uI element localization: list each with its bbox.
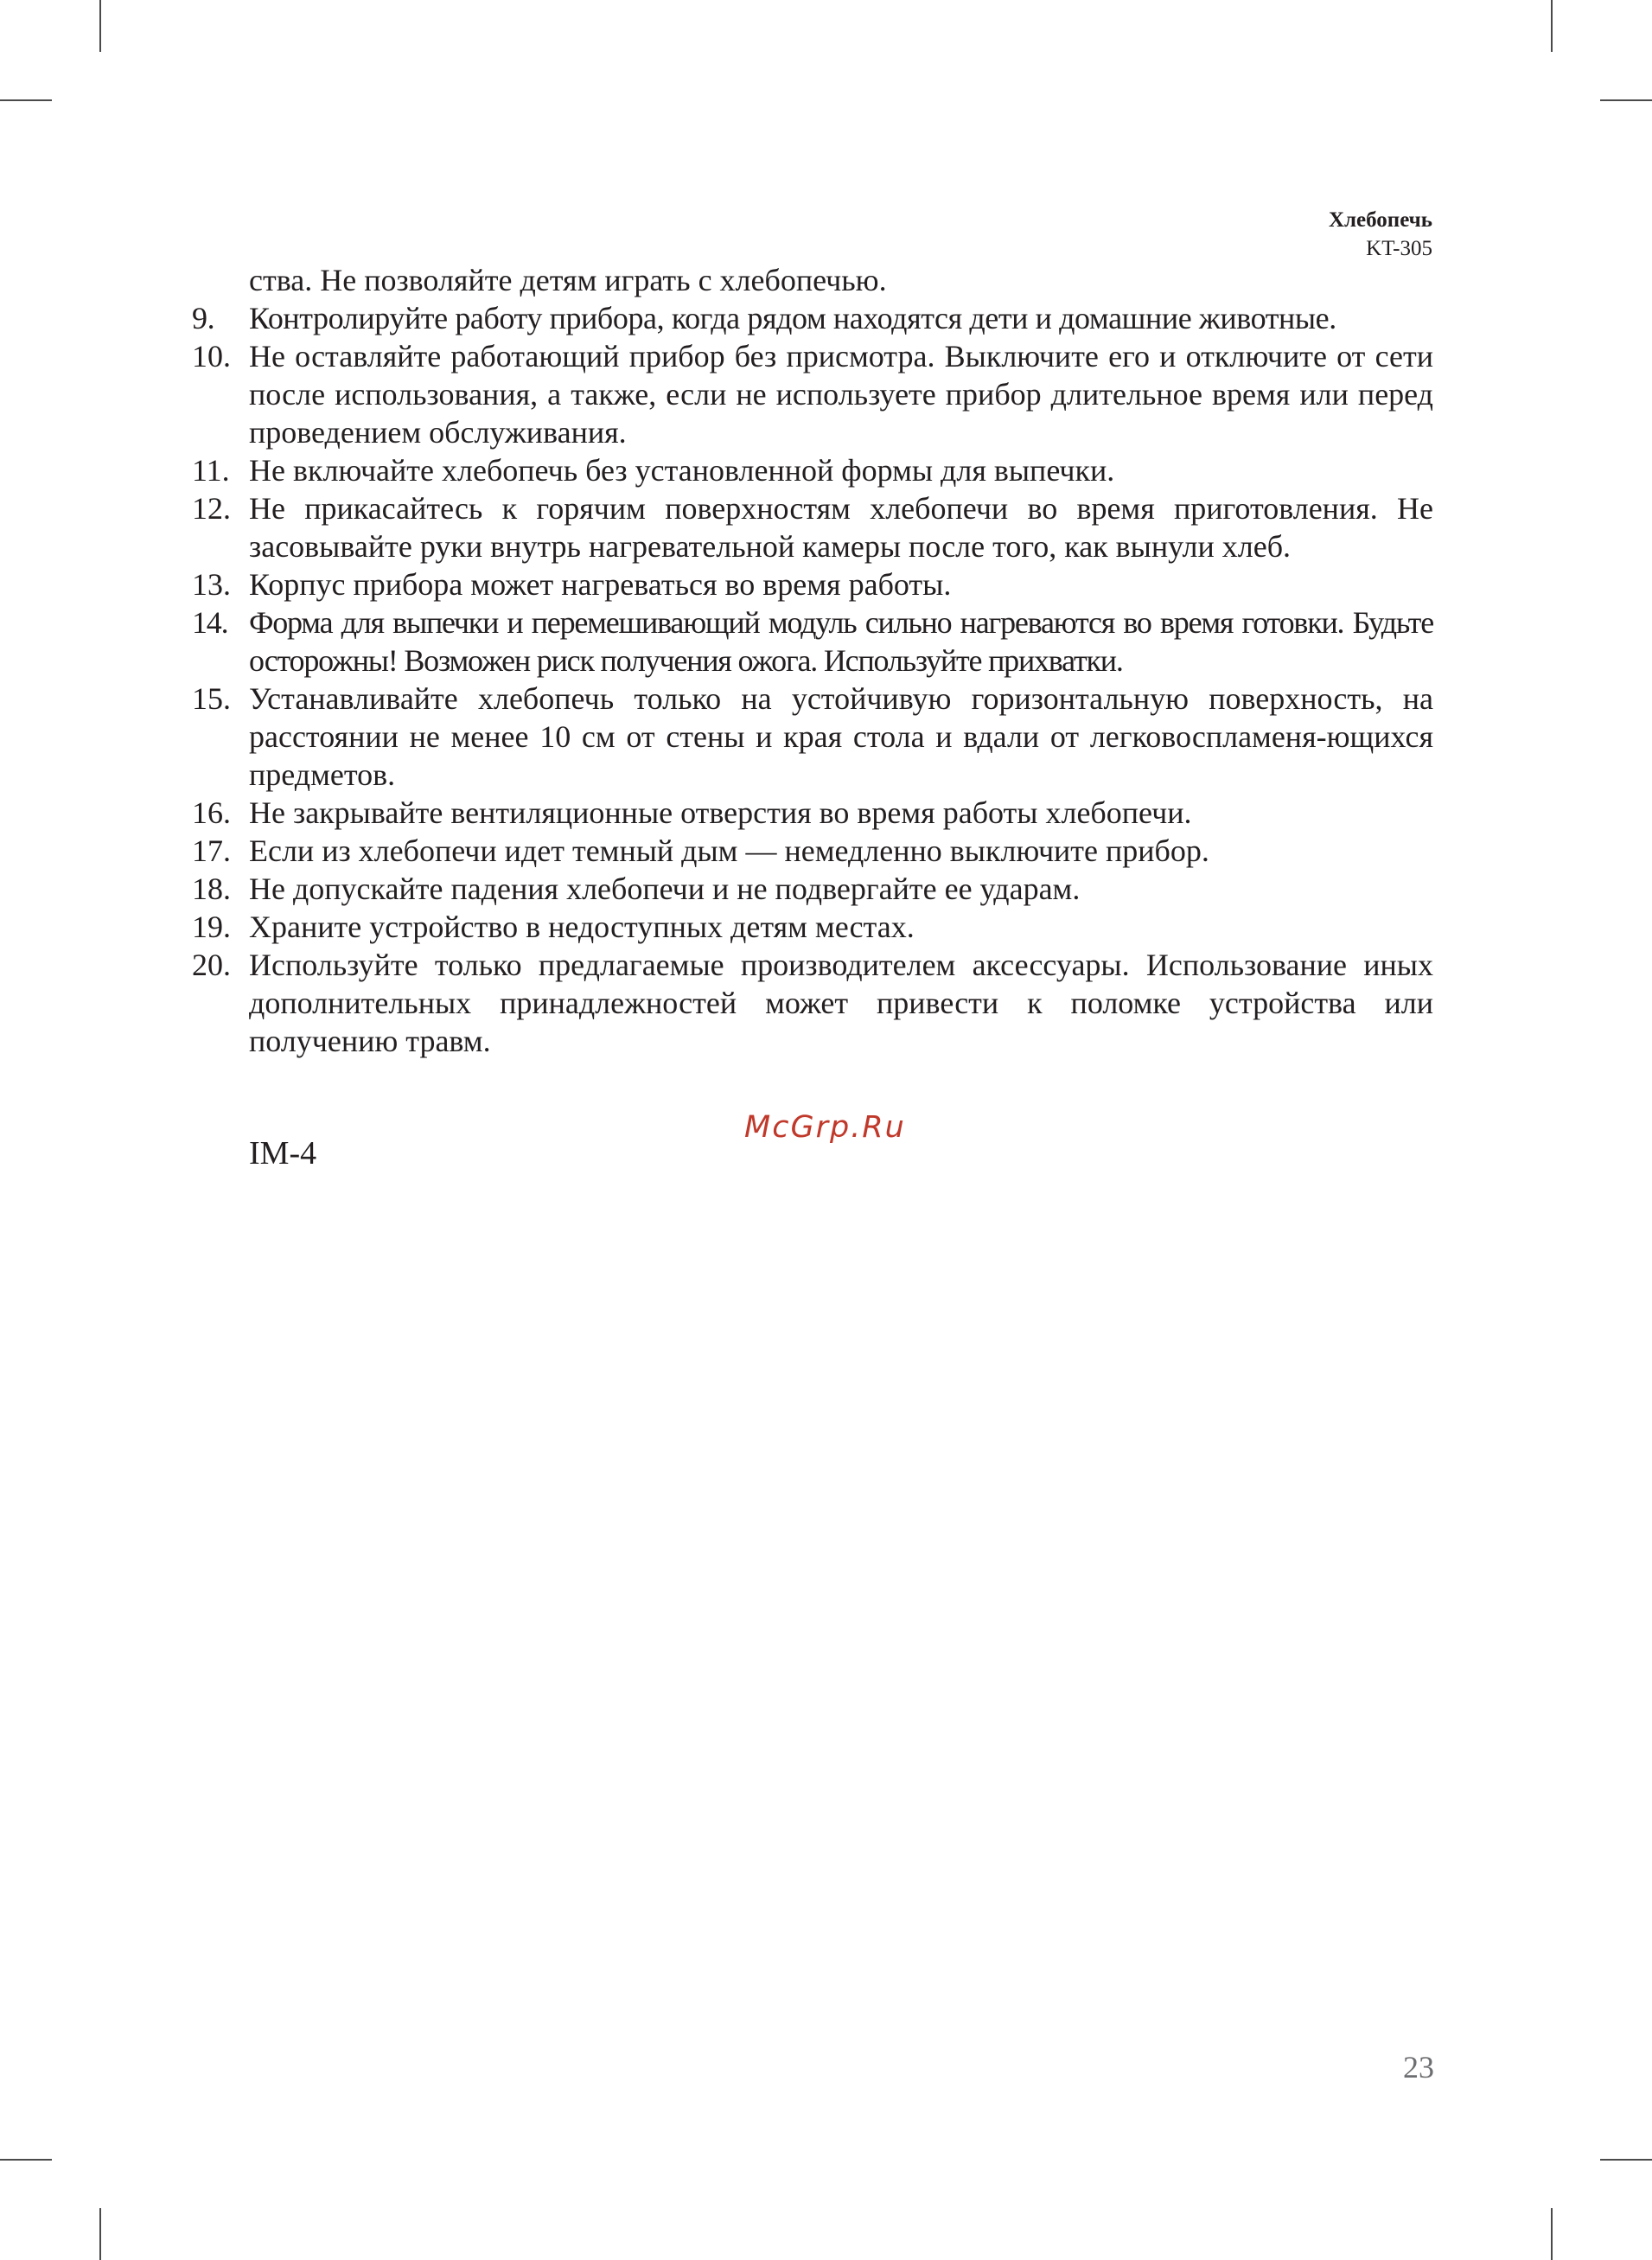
crop-mark-bottom-left-horizontal [0, 2159, 52, 2161]
list-item-text: Не включайте хлебопечь без установленной формы для выпечки. [249, 453, 1115, 488]
list-item-text: Используйте только предлагаемые производителем аксессуары. Использование иных дополнительных принадлежностей может привести к поломке устройства или получению травм. [249, 948, 1433, 1058]
list-item-number: 17. [192, 833, 231, 868]
list-item-number: 20. [192, 948, 231, 982]
list-item-number: 14. [192, 605, 228, 640]
crop-mark-top-left-vertical [99, 0, 101, 52]
list-item-text: Храните устройство в недоступных детям местах. [249, 910, 915, 944]
list-item-number: 9. [192, 301, 215, 335]
running-head-model: KT-305 [1366, 237, 1432, 260]
list-item-text: Не закрывайте вентиляционные отверстия во время работы хлебопечи. [249, 795, 1192, 830]
crop-mark-top-right-horizontal [1600, 99, 1652, 101]
running-head [1329, 206, 1432, 263]
list-item-number: 13. [192, 567, 231, 602]
crop-mark-top-left-horizontal [0, 99, 52, 101]
list-item-number: 11. [192, 453, 230, 488]
list-item [192, 832, 1433, 870]
continuation-text: ства. Не позволяйте детям играть с хлебопечью. [249, 263, 887, 297]
list-item-number: 16. [192, 795, 231, 830]
running-head-title: Хлебопечь [1328, 208, 1432, 232]
list-item [192, 337, 1433, 451]
list-item-text: Корпус прибора может нагреваться во время работы. [249, 567, 952, 602]
document-code: IM-4 [249, 1135, 317, 1171]
list-item-number: 12. [192, 491, 231, 526]
list-item-text: Не оставляйте работающий прибор без присмотра. Выключите его и отключите от сети после использования, а также, если не используете прибор длительное время или перед проведением обслуживания. [249, 339, 1433, 450]
list-item-number: 18. [192, 871, 231, 906]
list-item-text: Устанавливайте хлебопечь только на устойчивую горизонтальную поверхность, на расстоянии не менее 10 см от стены и края стола и вдали от легковоспламеня-ющихся предметов. [249, 681, 1433, 792]
list-item [192, 489, 1433, 565]
list-item [192, 680, 1433, 794]
list-item [192, 565, 1433, 603]
list-item-continuation [192, 261, 1433, 299]
list-item-number: 19. [192, 910, 231, 944]
list-item [192, 603, 1433, 680]
crop-mark-bottom-left-vertical [99, 2208, 101, 2260]
list-item [192, 946, 1433, 1060]
list-item-text: Не допускайте падения хлебопечи и не подвергайте ее ударам. [249, 871, 1081, 906]
list-item [192, 451, 1433, 489]
crop-mark-bottom-right-horizontal [1600, 2159, 1652, 2161]
page-number: 23 [1403, 2050, 1434, 2084]
list-item [192, 794, 1433, 832]
list-item-text: Контролируйте работу прибора, когда рядом находятся дети и домашние животные. [249, 301, 1336, 335]
safety-instructions-list [192, 261, 1433, 1060]
watermark-text: McGrp.Ru [744, 1110, 906, 1145]
list-item-text: Форма для выпечки и перемешивающий модуль сильно нагреваются во время готовки. Будьте осторожны! Возможен риск получения ожога. Используйте прихватки. [249, 605, 1433, 678]
list-item-text: Если из хлебопечи идет темный дым — немедленно выключите прибор. [249, 833, 1209, 868]
crop-mark-bottom-right-vertical [1551, 2208, 1553, 2260]
list-item-text: Не прикасайтесь к горячим поверхностям хлебопечи во время приготовления. Не засовывайте руки внутрь нагревательной камеры после того, как вынули хлеб. [249, 491, 1433, 564]
list-item [192, 870, 1433, 908]
list-item [192, 299, 1433, 337]
list-item [192, 908, 1433, 946]
list-item-number: 10. [192, 339, 231, 373]
crop-mark-top-right-vertical [1551, 0, 1553, 52]
list-item-number: 15. [192, 681, 231, 716]
